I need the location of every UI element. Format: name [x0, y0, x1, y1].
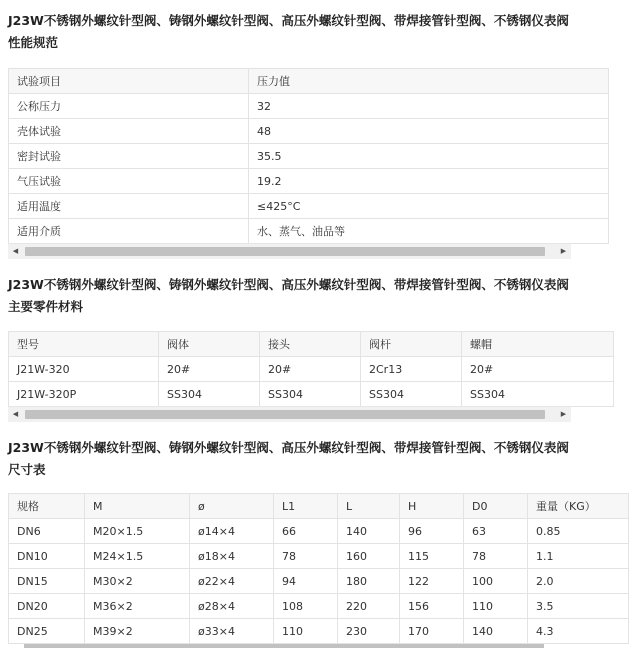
table-row — [9, 357, 614, 382]
table-cell: M20×1.5 — [85, 519, 190, 544]
table-cell: M — [85, 494, 190, 519]
table-cell: J21W-320 — [9, 357, 159, 382]
performance-spec-table — [8, 68, 609, 244]
table-cell: 110 — [464, 594, 528, 619]
table-cell: ø14×4 — [190, 519, 274, 544]
table-row — [9, 619, 629, 644]
table-cell: 0.85 — [528, 519, 629, 544]
table-header-row — [9, 69, 609, 94]
scroll-right-arrow-icon[interactable]: ▶ — [560, 410, 567, 418]
table-cell: 20# — [462, 357, 614, 382]
table-cell: DN25 — [9, 619, 85, 644]
table-cell: 122 — [400, 569, 464, 594]
table-cell: 适用温度 — [9, 194, 249, 219]
dimensions-table — [8, 493, 629, 644]
table-cell: 适用介质 — [9, 219, 249, 244]
table-cell: 阀杆 — [361, 332, 462, 357]
table-cell: 螺帽 — [462, 332, 614, 357]
table-row — [9, 594, 629, 619]
table-cell: DN10 — [9, 544, 85, 569]
table-cell: 1.1 — [528, 544, 629, 569]
table-row — [9, 219, 609, 244]
table-cell: SS304 — [462, 382, 614, 407]
table-cell: 96 — [400, 519, 464, 544]
horizontal-scrollbar[interactable] — [8, 243, 571, 259]
horizontal-scrollbar[interactable] — [8, 406, 571, 422]
table-cell: ø22×4 — [190, 569, 274, 594]
scrollbar-thumb[interactable] — [25, 247, 545, 256]
table-cell: 108 — [274, 594, 338, 619]
table-cell: 2.0 — [528, 569, 629, 594]
table-cell: 140 — [338, 519, 400, 544]
table-cell: 重量（KG） — [528, 494, 629, 519]
table-cell: 140 — [464, 619, 528, 644]
table-cell: 规格 — [9, 494, 85, 519]
table-cell: 接头 — [260, 332, 361, 357]
scroll-right-arrow-icon[interactable]: ▶ — [560, 247, 567, 255]
table-cell: M24×1.5 — [85, 544, 190, 569]
bottom-scrollbar-thumb[interactable] — [24, 644, 544, 648]
table-cell: 水、蒸气、油品等 — [249, 219, 609, 244]
table-cell: 115 — [400, 544, 464, 569]
table-row — [9, 544, 629, 569]
table-cell: M30×2 — [85, 569, 190, 594]
table-cell: 78 — [274, 544, 338, 569]
section-1-title: J23W不锈钢外螺纹针型阀、铸钢外螺纹针型阀、高压外螺纹针型阀、带焊接管针型阀、不锈钢仪表阀性能规范 — [8, 13, 569, 50]
table-cell: SS304 — [260, 382, 361, 407]
materials-table — [8, 331, 614, 407]
table-cell: J21W-320P — [9, 382, 159, 407]
table-cell: ø — [190, 494, 274, 519]
table-row — [9, 169, 609, 194]
table-cell: 48 — [249, 119, 609, 144]
table-row — [9, 569, 629, 594]
table-cell: 110 — [274, 619, 338, 644]
table-cell: D0 — [464, 494, 528, 519]
table-row — [9, 119, 609, 144]
table-cell: ø28×4 — [190, 594, 274, 619]
performance-spec-table-wrap — [8, 68, 572, 244]
table-cell: H — [400, 494, 464, 519]
table-header-row — [9, 494, 629, 519]
table-row — [9, 382, 614, 407]
table-cell: ø18×4 — [190, 544, 274, 569]
scroll-left-arrow-icon[interactable]: ◀ — [12, 410, 19, 418]
table-cell: 220 — [338, 594, 400, 619]
section-3-title: J23W不锈钢外螺纹针型阀、铸钢外螺纹针型阀、高压外螺纹针型阀、带焊接管针型阀、不锈钢仪表阀尺寸表 — [8, 440, 569, 477]
table-cell: 壳体试验 — [9, 119, 249, 144]
table-cell: 63 — [464, 519, 528, 544]
table-cell: ≤425°C — [249, 194, 609, 219]
table-row — [9, 94, 609, 119]
table-cell: SS304 — [361, 382, 462, 407]
table-cell: 100 — [464, 569, 528, 594]
table-cell: L — [338, 494, 400, 519]
table-cell: 35.5 — [249, 144, 609, 169]
table-cell: 公称压力 — [9, 94, 249, 119]
materials-table-wrap — [8, 331, 572, 407]
table-cell: 阀体 — [159, 332, 260, 357]
dimensions-table-wrap — [8, 493, 596, 643]
table-cell: 94 — [274, 569, 338, 594]
table-row — [9, 519, 629, 544]
table-cell: M39×2 — [85, 619, 190, 644]
table-cell: SS304 — [159, 382, 260, 407]
table-cell: 230 — [338, 619, 400, 644]
table-cell: 气压试验 — [9, 169, 249, 194]
table-cell: 19.2 — [249, 169, 609, 194]
table-header-row — [9, 332, 614, 357]
table-cell: M36×2 — [85, 594, 190, 619]
table-cell: 156 — [400, 594, 464, 619]
table-cell: L1 — [274, 494, 338, 519]
table-cell: 20# — [159, 357, 260, 382]
table-cell: 78 — [464, 544, 528, 569]
table-cell: DN15 — [9, 569, 85, 594]
scroll-left-arrow-icon[interactable]: ◀ — [12, 247, 19, 255]
table-cell: 压力值 — [249, 69, 609, 94]
table-cell: 2Cr13 — [361, 357, 462, 382]
table-cell: 66 — [274, 519, 338, 544]
table-row — [9, 194, 609, 219]
table-cell: 20# — [260, 357, 361, 382]
table-cell: 160 — [338, 544, 400, 569]
table-cell: 180 — [338, 569, 400, 594]
table-cell: DN6 — [9, 519, 85, 544]
table-row — [9, 144, 609, 169]
table-cell: 试验项目 — [9, 69, 249, 94]
table-cell: 型号 — [9, 332, 159, 357]
section-2-title: J23W不锈钢外螺纹针型阀、铸钢外螺纹针型阀、高压外螺纹针型阀、带焊接管针型阀、不锈钢仪表阀主要零件材料 — [8, 277, 569, 314]
table-cell: 密封试验 — [9, 144, 249, 169]
table-cell: DN20 — [9, 594, 85, 619]
table-cell: 3.5 — [528, 594, 629, 619]
table-cell: ø33×4 — [190, 619, 274, 644]
scrollbar-thumb[interactable] — [25, 410, 545, 419]
table-cell: 4.3 — [528, 619, 629, 644]
table-cell: 32 — [249, 94, 609, 119]
table-cell: 170 — [400, 619, 464, 644]
